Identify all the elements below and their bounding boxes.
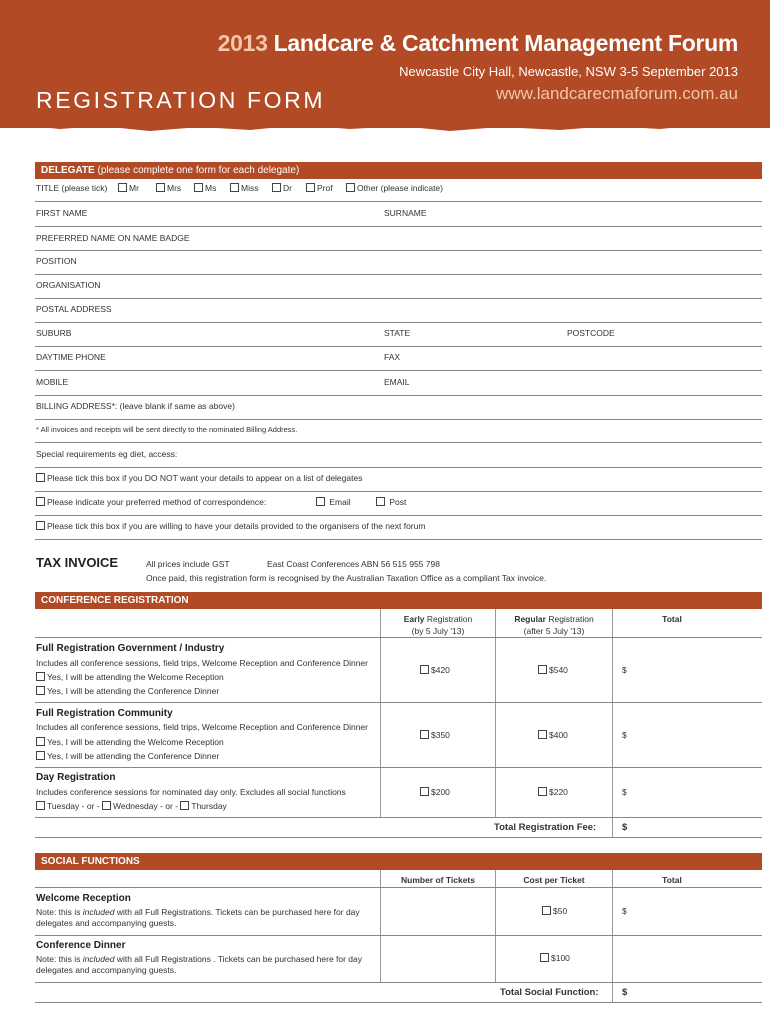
column-divider <box>612 870 613 1003</box>
checkbox[interactable] <box>538 665 547 674</box>
preferred-name-field[interactable]: PREFERRED NAME ON NAME BADGE <box>36 233 190 243</box>
checkbox[interactable] <box>36 751 45 760</box>
total-registration-value[interactable]: $ <box>622 822 628 833</box>
divider <box>35 767 762 768</box>
checkbox[interactable] <box>306 183 315 192</box>
fax-field[interactable]: FAX <box>384 352 401 362</box>
divider <box>35 982 762 983</box>
form-title: REGISTRATION FORM <box>36 87 326 113</box>
daytime-phone-field[interactable]: DAYTIME PHONE <box>36 352 106 362</box>
row-total[interactable]: $ <box>622 665 627 675</box>
welcome-reception-cost[interactable]: $50 <box>542 906 567 916</box>
column-divider <box>380 609 381 818</box>
checkbox[interactable] <box>542 906 551 915</box>
divider <box>35 250 762 251</box>
opt-out-delegate-list[interactable]: Please tick this box if you DO NOT want your details to appear on a list of delegates <box>36 473 362 483</box>
divider <box>35 442 762 443</box>
divider <box>35 702 762 703</box>
row-desc: Includes conference sessions for nominated day only. Excludes all social functions <box>36 787 346 797</box>
row-title-full-gov: Full Registration Government / Industry <box>36 643 225 654</box>
divider <box>35 637 762 638</box>
organisation-field[interactable]: ORGANISATION <box>36 280 101 290</box>
divider <box>35 201 762 202</box>
day-tuesday[interactable]: Tuesday <box>47 801 80 811</box>
welcome-reception-note: Note: this is included with all Full Registrations. Tickets can be purchased here for day delegates and accompanying guests. <box>36 907 360 928</box>
divider <box>35 467 762 468</box>
conference-section-header: CONFERENCE REGISTRATION <box>35 592 762 609</box>
row-title-day: Day Registration <box>36 772 116 783</box>
welcome-reception-total[interactable]: $ <box>622 906 627 916</box>
divider <box>35 370 762 371</box>
regular-registration-header: Regular Registration <box>514 614 594 624</box>
day-thursday[interactable]: Thursday <box>191 801 227 811</box>
checkbox[interactable] <box>180 801 189 810</box>
divider <box>35 274 762 275</box>
checkbox[interactable] <box>420 787 429 796</box>
title-option-dr[interactable]: Dr <box>272 183 292 193</box>
social-section-header: SOCIAL FUNCTIONS <box>35 853 762 870</box>
tax-compliance-note: Once paid, this registration form is recognised by the Australian Taxation Office as a compliant Tax invoice. <box>146 573 547 583</box>
checkbox[interactable] <box>272 183 281 192</box>
banner-rough-edge <box>0 122 770 134</box>
day-wednesday[interactable]: Wednesday <box>112 801 158 811</box>
postal-address-field[interactable]: POSTAL ADDRESS <box>36 304 112 314</box>
conference-dinner-note: Note: this is included with all Full Registrations . Tickets can be purchased here for day delegates and accompanying guests. <box>36 954 363 975</box>
title-label: TITLE (please tick) <box>36 183 108 193</box>
conference-dinner-title: Conference Dinner <box>36 940 126 951</box>
divider <box>35 1002 762 1003</box>
divider <box>35 419 762 420</box>
price-regular[interactable]: $220 <box>538 787 568 797</box>
checkbox[interactable] <box>156 183 165 192</box>
checkbox[interactable] <box>36 473 45 482</box>
welcome-reception-title: Welcome Reception <box>36 893 131 904</box>
price-early[interactable]: $200 <box>420 787 450 797</box>
early-registration-header: Early Registration <box>403 614 473 624</box>
total-column-header: Total <box>662 614 682 624</box>
postcode-field[interactable]: POSTCODE <box>567 328 615 338</box>
divider <box>35 515 762 516</box>
divider <box>35 298 762 299</box>
email-field[interactable]: EMAIL <box>384 377 410 387</box>
price-regular[interactable]: $540 <box>538 665 568 675</box>
column-divider <box>612 609 613 838</box>
checkbox[interactable] <box>36 737 45 746</box>
welcome-reception-option[interactable]: Yes, I will be attending the Welcome Reception <box>36 672 224 682</box>
cost-column-header: Cost per Ticket <box>523 875 585 885</box>
state-field[interactable]: STATE <box>384 328 411 338</box>
row-desc: Includes all conference sessions, field trips, Welcome Reception and Conference Dinner <box>36 658 368 668</box>
row-title-full-community: Full Registration Community <box>36 708 173 719</box>
total-social-label: Total Social Function: <box>500 987 599 998</box>
mobile-field[interactable]: MOBILE <box>36 377 69 387</box>
divider <box>35 935 762 936</box>
next-forum-consent[interactable]: Please tick this box if you are willing to have your details provided to the organisers of the next forum <box>36 521 425 531</box>
day-options: Tuesday - or - Wednesday - or - Thursday <box>36 801 227 811</box>
conference-dinner-cost[interactable]: $100 <box>540 953 570 963</box>
title-option-other[interactable]: Other (please indicate) <box>346 183 443 193</box>
forum-title: 2013 Landcare & Catchment Management Forum <box>217 30 738 56</box>
checkbox[interactable] <box>376 497 385 506</box>
checkbox[interactable] <box>118 183 127 192</box>
divider <box>35 346 762 347</box>
position-field[interactable]: POSITION <box>36 256 77 266</box>
total-social-value[interactable]: $ <box>622 987 628 998</box>
checkbox[interactable] <box>540 953 549 962</box>
divider <box>35 491 762 492</box>
title-option-mr[interactable]: Mr <box>118 183 139 193</box>
tax-invoice-heading: TAX INVOICE <box>36 555 119 570</box>
gst-note: All prices include GST <box>146 559 230 569</box>
checkbox[interactable] <box>346 183 355 192</box>
title-option-prof[interactable]: Prof <box>306 183 333 193</box>
divider <box>35 226 762 227</box>
surname-field[interactable]: SURNAME <box>384 208 427 218</box>
divider <box>35 322 762 323</box>
checkbox[interactable] <box>230 183 239 192</box>
billing-note: * All invoices and receipts will be sent directly to the nominated Billing Address. <box>36 425 298 434</box>
forum-url[interactable]: www.landcarecmaforum.com.au <box>496 84 738 103</box>
correspondence-label: Please indicate your preferred method of correspondence: <box>36 497 266 507</box>
welcome-reception-option[interactable]: Yes, I will be attending the Welcome Reception <box>36 737 224 747</box>
checkbox[interactable] <box>36 497 45 506</box>
checkbox[interactable] <box>102 801 111 810</box>
column-divider <box>495 609 496 818</box>
divider <box>35 817 762 818</box>
title-option-ms[interactable]: Ms <box>194 183 216 193</box>
row-desc: Includes all conference sessions, field trips, Welcome Reception and Conference Dinner <box>36 722 368 732</box>
checkbox[interactable] <box>538 787 547 796</box>
checkbox[interactable] <box>420 730 429 739</box>
checkbox[interactable] <box>538 730 547 739</box>
title-option-miss[interactable]: Miss <box>230 183 258 193</box>
tickets-column-header: Number of Tickets <box>400 875 475 885</box>
checkbox[interactable] <box>420 665 429 674</box>
early-registration-date: (by 5 July '13) <box>411 626 465 636</box>
divider <box>35 539 762 540</box>
title-option-mrs[interactable]: Mrs <box>156 183 181 193</box>
total-column-header: Total <box>662 875 682 885</box>
abn-note: East Coast Conferences ABN 56 515 955 798 <box>267 559 440 569</box>
checkbox[interactable] <box>36 672 45 681</box>
conference-dinner-option[interactable]: Yes, I will be attending the Conference Dinner <box>36 686 219 696</box>
row-total[interactable]: $ <box>622 730 627 740</box>
row-total[interactable]: $ <box>622 787 627 797</box>
correspondence-post[interactable]: Post <box>376 497 406 507</box>
forum-venue: Newcastle City Hall, Newcastle, NSW 3-5 September 2013 <box>399 64 738 79</box>
divider <box>35 887 762 888</box>
total-registration-label: Total Registration Fee: <box>494 822 597 833</box>
delegate-section-header: DELEGATE (please complete one form for each delegate) <box>35 162 762 179</box>
correspondence-email[interactable]: Email <box>316 497 351 507</box>
divider <box>35 837 762 838</box>
divider <box>35 395 762 396</box>
checkbox[interactable] <box>194 183 203 192</box>
conference-dinner-option[interactable]: Yes, I will be attending the Conference Dinner <box>36 751 219 761</box>
price-early[interactable]: $420 <box>420 665 450 675</box>
price-early[interactable]: $350 <box>420 730 450 740</box>
first-name-field[interactable]: FIRST NAME <box>36 208 88 218</box>
billing-address-field[interactable]: BILLING ADDRESS*: (leave blank if same as above) <box>36 401 235 411</box>
checkbox[interactable] <box>36 686 45 695</box>
checkbox[interactable] <box>36 801 45 810</box>
regular-registration-date: (after 5 July '13) <box>523 626 585 636</box>
checkbox[interactable] <box>36 521 45 530</box>
checkbox[interactable] <box>316 497 325 506</box>
suburb-field[interactable]: SUBURB <box>36 328 72 338</box>
price-regular[interactable]: $400 <box>538 730 568 740</box>
special-requirements-field[interactable]: Special requirements eg diet, access: <box>36 449 178 459</box>
